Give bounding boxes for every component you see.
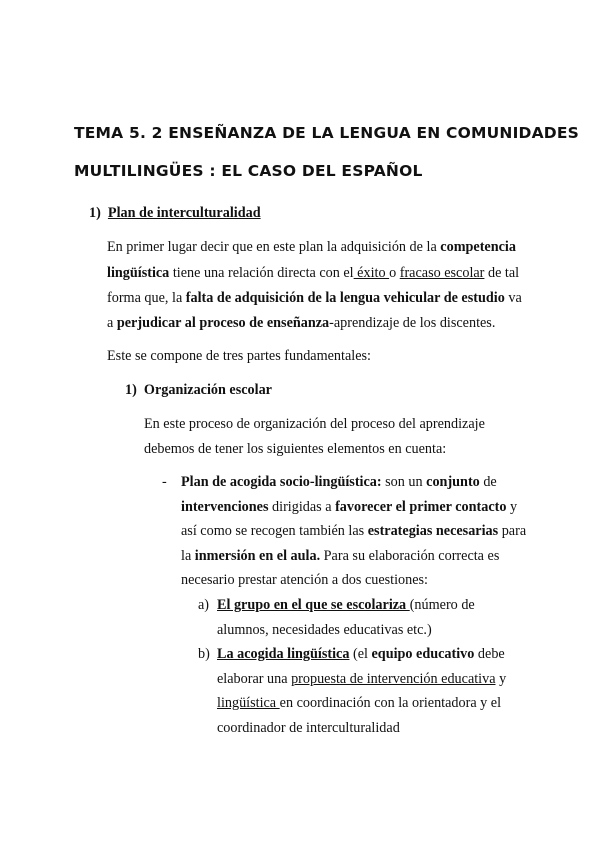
document-title-line-2: MULTILINGÜES : EL CASO DEL ESPAÑOL <box>74 162 423 180</box>
subsection-number: 1) <box>125 382 137 398</box>
paragraph-2: Este se compone de tres partes fundamentales: <box>107 348 371 364</box>
document-title-line-1: TEMA 5. 2 ENSEÑANZA DE LA LENGUA EN COMUNIDADES <box>74 124 580 142</box>
bullet-dash: - <box>162 474 167 490</box>
subsection-heading-organizacion <box>125 382 272 399</box>
paragraph-3-line-2: debemos de tener los siguientes elementos en cuenta: <box>144 441 447 457</box>
bullet-line-5: necesario prestar atención a dos cuestiones: <box>181 572 428 588</box>
paragraph-3-line-1: En este proceso de organización del proceso del aprendizaje <box>144 416 485 432</box>
bullet-line-4: la inmersión en el aula. Para su elaboración correcta es <box>181 548 500 564</box>
item-a-line-2: alumnos, necesidades educativas etc.) <box>217 622 432 638</box>
item-a-line-1: El grupo en el que se escolariza (número de <box>217 597 475 613</box>
paragraph-1-line-2: lingüística tiene una relación directa con el éxito o fracaso escolar de tal <box>107 265 520 281</box>
paragraph-1-line-4: a perjudicar al proceso de enseñanza-aprendizaje de los discentes. <box>107 315 496 331</box>
item-b-line-1: La acogida lingüística (el equipo educativo debe <box>217 646 505 662</box>
item-b-line-4: coordinador de interculturalidad <box>217 720 400 736</box>
section-number: 1) <box>89 205 101 221</box>
item-a-label: a) <box>198 597 210 613</box>
bullet-line-2: intervenciones dirigidas a favorecer el primer contacto y <box>181 499 518 515</box>
paragraph-1-line-3: forma que, la falta de adquisición de la lengua vehicular de estudio va <box>107 290 522 306</box>
item-b-line-2: elaborar una propuesta de intervención educativa y <box>217 671 507 687</box>
paragraph-1-line-1: En primer lugar decir que en este plan la adquisición de la competencia <box>107 239 516 255</box>
section-heading-text: Plan de interculturalidad <box>107 205 261 221</box>
bullet-line-3: así como se recogen también las estrategias necesarias para <box>181 523 527 539</box>
item-b-label: b) <box>198 646 210 662</box>
item-b-line-3: lingüística en coordinación con la orientadora y el <box>217 695 502 711</box>
bullet-line-1: Plan de acogida socio-lingüística: son un conjunto de <box>181 474 497 490</box>
section-heading-interculturalidad <box>89 205 261 222</box>
subsection-heading-text: Organización escolar <box>143 382 272 398</box>
